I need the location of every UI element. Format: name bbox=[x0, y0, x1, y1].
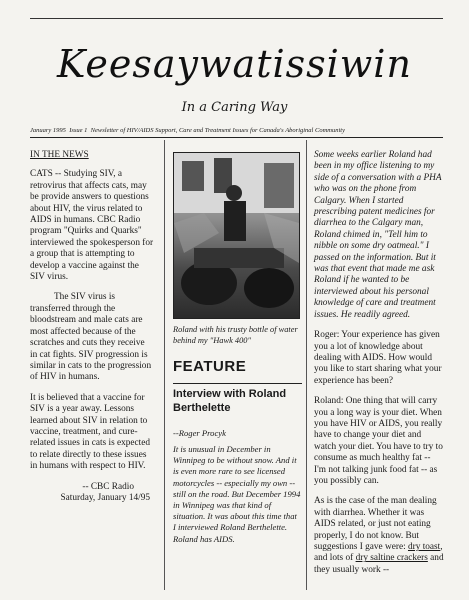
dry-toast-text: dry toast bbox=[407, 542, 441, 552]
masthead-title: Keesaywatissiwin bbox=[57, 42, 412, 86]
masthead-subtitle: In a Caring Way bbox=[181, 100, 288, 115]
p4-text-c: and they usually work -- bbox=[314, 553, 444, 575]
column-interview bbox=[314, 150, 444, 585]
photo-illustration bbox=[174, 153, 299, 318]
news-heading: IN THE NEWS bbox=[30, 150, 89, 160]
interview-title: Interview with Roland Berthelette bbox=[173, 388, 287, 414]
interview-paragraph-3: Roland: One thing that will carry you a long way is your diet. When you have HIV or AIDS, you really have to change your diet and watch your diet. You have to try to consume as much healthy fat -- I'm not talking junk food fat -- as you possibly can. bbox=[314, 396, 443, 486]
interview-paragraph-1: Some weeks earlier Roland had been in my office listening to my side of a conversation with a PHA who was on the phone from Calgary. When I started prescribing patent medicines for diarrhea to the Calgary man, Roland chimed in, "Tell him to nibble on some dry oatmeal." I passed on the information. But it was that event that made me ask Roland if he wanted to be interviewed about his personal knowledge of care and treatment issues. He readily agreed. bbox=[314, 150, 442, 320]
news-source-date: Saturday, January 14/95 bbox=[60, 492, 150, 503]
tagline: Newsletter of HIV/AIDS Support, Care and Treatment Issues for Canada's Aboriginal Community bbox=[90, 127, 345, 134]
issue-date: January 1995 bbox=[30, 127, 66, 134]
header-rule bbox=[30, 137, 443, 138]
top-rule bbox=[30, 18, 443, 19]
news-source: -- CBC Radio bbox=[82, 481, 134, 492]
interview-paragraph-4 bbox=[314, 496, 444, 576]
news-paragraph-1: CATS -- Studying SIV, a retrovirus that affects cats, may be provide answers to questions about HIV, the virus related to AIDS in humans. CBC Radio program "Quirks and Quarks" interviewed the spokesperson for a group that is attempting to develop a vaccine against the SIV virus. bbox=[30, 169, 154, 283]
issue-number: Issue 1 bbox=[69, 127, 88, 134]
news-paragraph-3: It is believed that a vaccine for SIV is a year away. Lessons learned about SIV in relation to vaccine, treatment, and cure-related issues in cats is expected to relate directly to these issues in humans with respect to HIV. bbox=[30, 392, 151, 472]
issue-line bbox=[30, 127, 443, 134]
p4-text-b: , and lots of bbox=[314, 542, 443, 564]
roland-photo bbox=[173, 152, 300, 319]
story-intro: It is unusual in December in Winnipeg to be without snow. And it is even more rare to see licensed motorcycles -- especially my own -- still on the road. But December 1994 in Winnipeg was that kind of situation. It was about this time that I interviewed Roland Berthelette. Roland has AIDS. bbox=[173, 444, 301, 544]
feature-rule bbox=[173, 383, 302, 384]
photo-caption: Roland with his trusty bottle of water behind my "Hawk 400" bbox=[173, 325, 298, 345]
interview-paragraph-2: Roger: Your experience has given you a lot of knowledge about dealing with AIDS. How would you like to start sharing what your experience has been? bbox=[314, 330, 442, 386]
feature-heading: FEATURE bbox=[173, 358, 247, 375]
saltine-crackers-text: dry saltine crackers bbox=[355, 553, 428, 564]
byline: --Roger Procyk bbox=[173, 428, 226, 438]
column-news bbox=[30, 150, 154, 504]
column-divider-1 bbox=[164, 140, 165, 590]
column-divider-2 bbox=[306, 140, 307, 590]
news-paragraph-2: The SIV virus is transferred through the bloodstream and male cats are most affected because of the scratches and cuts they receive in cat fights. SIV progression is similar in cats to the progression of HIV in humans. bbox=[30, 292, 152, 383]
p4-text-a: As is the case of the man dealing with diarrhea. Whether it was AIDS related, or just not eating properly, I do not know. But suggestions I gave were: bbox=[314, 496, 437, 552]
